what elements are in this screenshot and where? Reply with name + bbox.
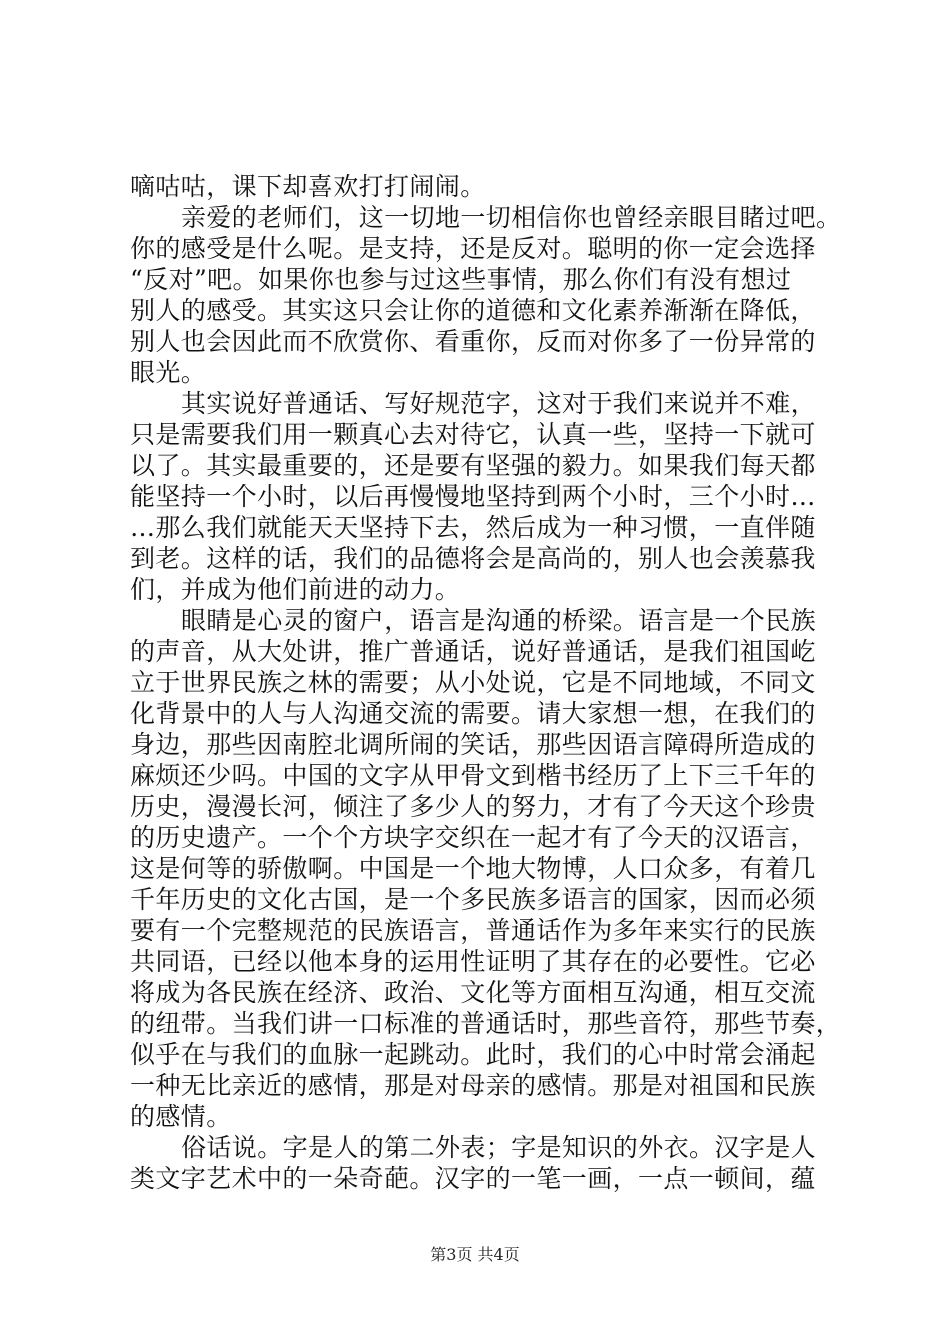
text-line: 历史，漫漫长河，倾注了多少人的努力，才有了今天这个珍贵 bbox=[130, 792, 816, 821]
paragraph-start-line: 俗话说。字是人的第二外表；字是知识的外衣。汉字是人 bbox=[181, 1133, 817, 1162]
text-line: “反对”吧。如果你也参与过这些事情，那么你们有没有想过 bbox=[130, 265, 792, 294]
text-line: 麻烦还少吗。中国的文字从甲骨文到楷书经历了上下三千年的 bbox=[130, 761, 816, 790]
text-line: 的声音，从大处讲，推广普通话，说好普通话，是我们祖国屹 bbox=[130, 637, 816, 666]
text-line: 别人的感受。其实这只会让你的道德和文化素养渐渐在降低， bbox=[130, 296, 816, 325]
text-line: 一种无比亲近的感情，那是对母亲的感情。那是对祖国和民族 bbox=[130, 1071, 816, 1100]
text-line: 嘀咕咕，课下却喜欢打打闹闹。 bbox=[130, 172, 486, 201]
text-line: 只是需要我们用一颗真心去对待它，认真一些，坚持一下就可 bbox=[130, 420, 816, 449]
text-line: …那么我们就能天天坚持下去，然后成为一种习惯，一直伴随 bbox=[130, 513, 816, 542]
text-line: 要有一个完整规范的民族语言，普通话作为多年来实行的民族 bbox=[130, 916, 816, 945]
text-line: 以了。其实最重要的，还是要有坚强的毅力。如果我们每天都 bbox=[130, 451, 816, 480]
text-line: 这是何等的骄傲啊。中国是一个地大物博，人口众多，有着几 bbox=[130, 854, 816, 883]
text-line: 你的感受是什么呢。是支持，还是反对。聪明的你一定会选择 bbox=[130, 234, 816, 263]
paragraph-start-line: 亲爱的老师们，这一切地一切相信你也曾经亲眼目睹过吧。 bbox=[181, 203, 842, 232]
paragraph-start-line: 其实说好普通话、写好规范字，这对于我们来说并不难， bbox=[181, 389, 817, 418]
text-line: 的纽带。当我们讲一口标准的普通话时，那些音符，那些节奏， bbox=[130, 1009, 842, 1038]
page-footer: 第3页 共4页 bbox=[430, 1245, 520, 1264]
text-line: 千年历史的文化古国，是一个多民族多语言的国家，因而必须 bbox=[130, 885, 816, 914]
text-line: 立于世界民族之林的需要；从小处说，它是不同地域，不同文 bbox=[130, 668, 816, 697]
paragraph-start-line: 眼睛是心灵的窗户，语言是沟通的桥梁。语言是一个民族 bbox=[181, 606, 817, 635]
text-line: 共同语，已经以他本身的运用性证明了其存在的必要性。它必 bbox=[130, 947, 816, 976]
text-line: 们，并成为他们前进的动力。 bbox=[130, 575, 461, 604]
text-line: 能坚持一个小时，以后再慢慢地坚持到两个小时，三个小时… bbox=[130, 482, 816, 511]
text-line: 将成为各民族在经济、政治、文化等方面相互沟通，相互交流 bbox=[130, 978, 816, 1007]
text-line: 化背景中的人与人沟通交流的需要。请大家想一想，在我们的 bbox=[130, 699, 816, 728]
text-line: 的历史遗产。一个个方块字交织在一起才有了今天的汉语言， bbox=[130, 823, 816, 852]
text-line: 类文字艺术中的一朵奇葩。汉字的一笔一画，一点一顿间，蕴 bbox=[130, 1164, 816, 1193]
text-line: 身边，那些因南腔北调所闹的笑话，那些因语言障碍所造成的 bbox=[130, 730, 816, 759]
text-line: 眼光。 bbox=[130, 358, 207, 387]
text-line: 到老。这样的话，我们的品德将会是高尚的，别人也会羡慕我 bbox=[130, 544, 816, 573]
text-line: 的感情。 bbox=[130, 1102, 232, 1131]
text-line: 似乎在与我们的血脉一起跳动。此时，我们的心中时常会涌起 bbox=[130, 1040, 816, 1069]
text-line: 别人也会因此而不欣赏你、看重你，反而对你多了一份异常的 bbox=[130, 327, 816, 356]
